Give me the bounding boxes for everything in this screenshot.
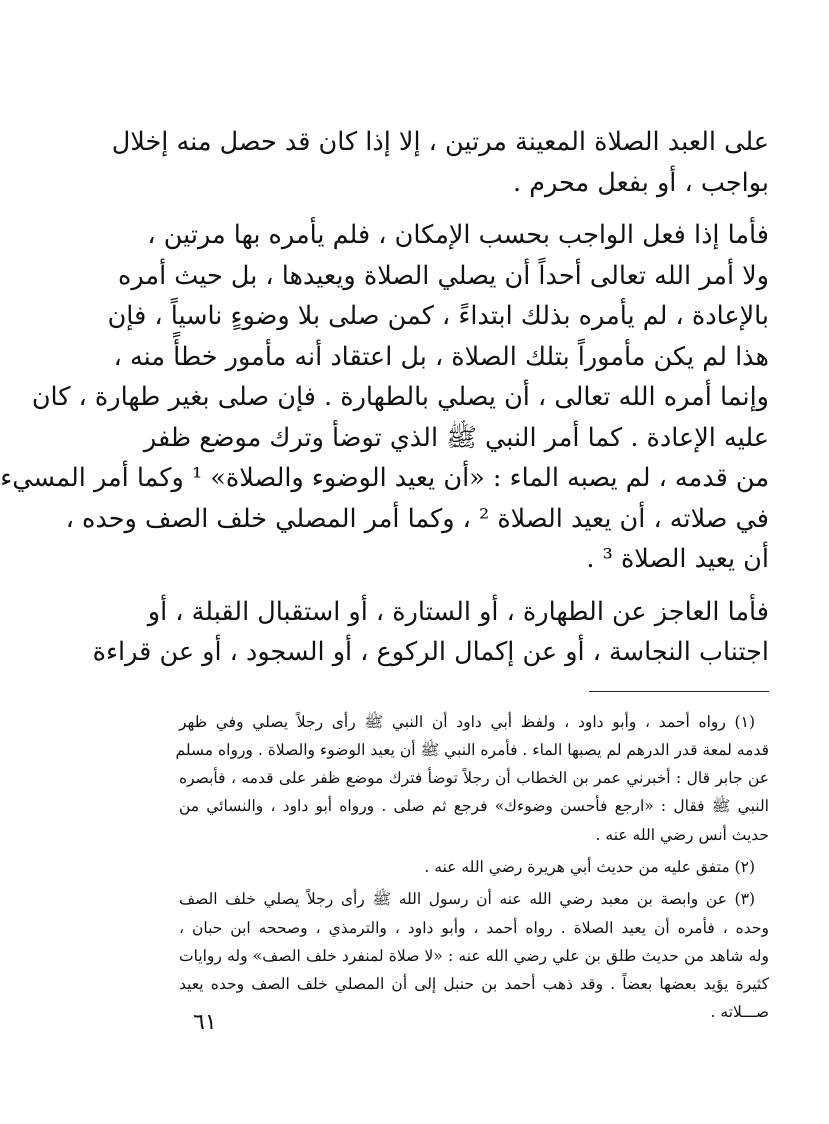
footnotes [175,708,769,1027]
footnote-line: صـــلاته . [710,1003,769,1022]
footnote-line: عن جابر قال : أخبرني عمر بن الخطاب أن رجلاً توضأ فترك موضع ظفر على قدمه ، فأبصره [179,769,769,788]
paragraph-1 [111,122,769,203]
text-line: بالإعادة ، لم يأمره بذلك ابتداءً ، كمن صلى بلا وضوءٍ ناسياً ، فإن [107,301,769,331]
footnote-1 [175,708,769,849]
footnote-3 [179,885,769,1026]
page-number: ٦١ [193,1010,217,1035]
text-line: أن يعيد الصلاة ³ . [586,544,769,574]
text-line: من قدمه ، لم يصبه الماء : «أن يعيد الوضوء والصلاة» ¹ وكما أمر المسيء [0,463,769,493]
footnote-line: حديث أنس رضي الله عنه . [595,825,769,844]
footnote-line: كثيرة يؤيد بعضها بعضاً . وقد ذهب أحمد بن حنبل إلى أن المصلي خلف الصف وحده يعيد [179,975,769,994]
footnote-divider [589,691,769,692]
paragraph-3 [92,592,769,673]
text-line: هذا لم يكن مأموراً بتلك الصلاة ، بل اعتقاد أنه مأمور خطأً منه ، [113,341,769,372]
footnote-line: وحده ، فأمره أن يعيد الصلاة . رواه أحمد ، وأبو داود ، والترمذي ، وصححه ابن حبان ، [179,918,769,937]
text-line: فأما إذا فعل الواجب بحسب الإمكان ، فلم يأمره بها مرتين ، [147,220,769,250]
footnote-line: (١) رواه أحمد ، وأبو داود ، ولفظ أبي داود أن النبي ﷺ رأى رجلاً يصلي وفي ظهر [179,712,755,731]
footnote-line: قدمه لمعة قدر الدرهم لم يصبها الماء . فأمره النبي ﷺ أن يعيد الوضوء والصلاة . ورواه مسلم [175,740,769,759]
text-line: عليه الإعادة . كما أمر النبي ﷺ الذي توضأ وترك موضع ظفر [143,422,769,453]
footnote-line: وله شاهد من حديث طلق بن علي رضي الله عنه : «لا صلاة لمنفرد خلف الصف» وله روايات [179,946,769,965]
text-line: في صلاته ، أن يعيد الصلاة ² ، وكما أمر المصلي خلف الصف وحده ، [65,503,769,534]
text-line: بواجب ، أو بفعل محرم . [512,167,769,198]
footnote-line: (٣) عن وابصة بن معبد رضي الله عنه أن رسول الله ﷺ رأى رجلاً يصلي خلف الصف [179,890,755,909]
footnote-2 [179,853,769,881]
book-page [0,122,769,1027]
text-line: ولا أمر الله تعالى أحداً أن يصلي الصلاة ويعيدها ، بل حيث أمره [118,260,769,291]
footnote-line: النبي ﷺ فقال : «ارجع فأحسن وضوءك» فرجع ثم صلى . ورواه أبو داود ، والنسائي من [179,797,769,816]
paragraph-2 [0,215,769,580]
footnote-line: (٢) متفق عليه من حديث أبي هريرة رضي الله عنه . [424,857,755,876]
text-line: اجتناب النجاسة ، أو عن إكمال الركوع ، أو السجود ، أو عن قراءة [92,637,769,667]
text-line: فأما العاجز عن الطهارة ، أو الستارة ، أو استقبال القبلة ، أو [147,596,769,627]
text-line: وإنما أمره الله تعالى ، أن يصلي بالطهارة . فإن صلى بغير طهارة ، كان [31,382,769,412]
text-line: على العبد الصلاة المعينة مرتين ، إلا إذا كان قد حصل منه إخلال [111,127,769,157]
